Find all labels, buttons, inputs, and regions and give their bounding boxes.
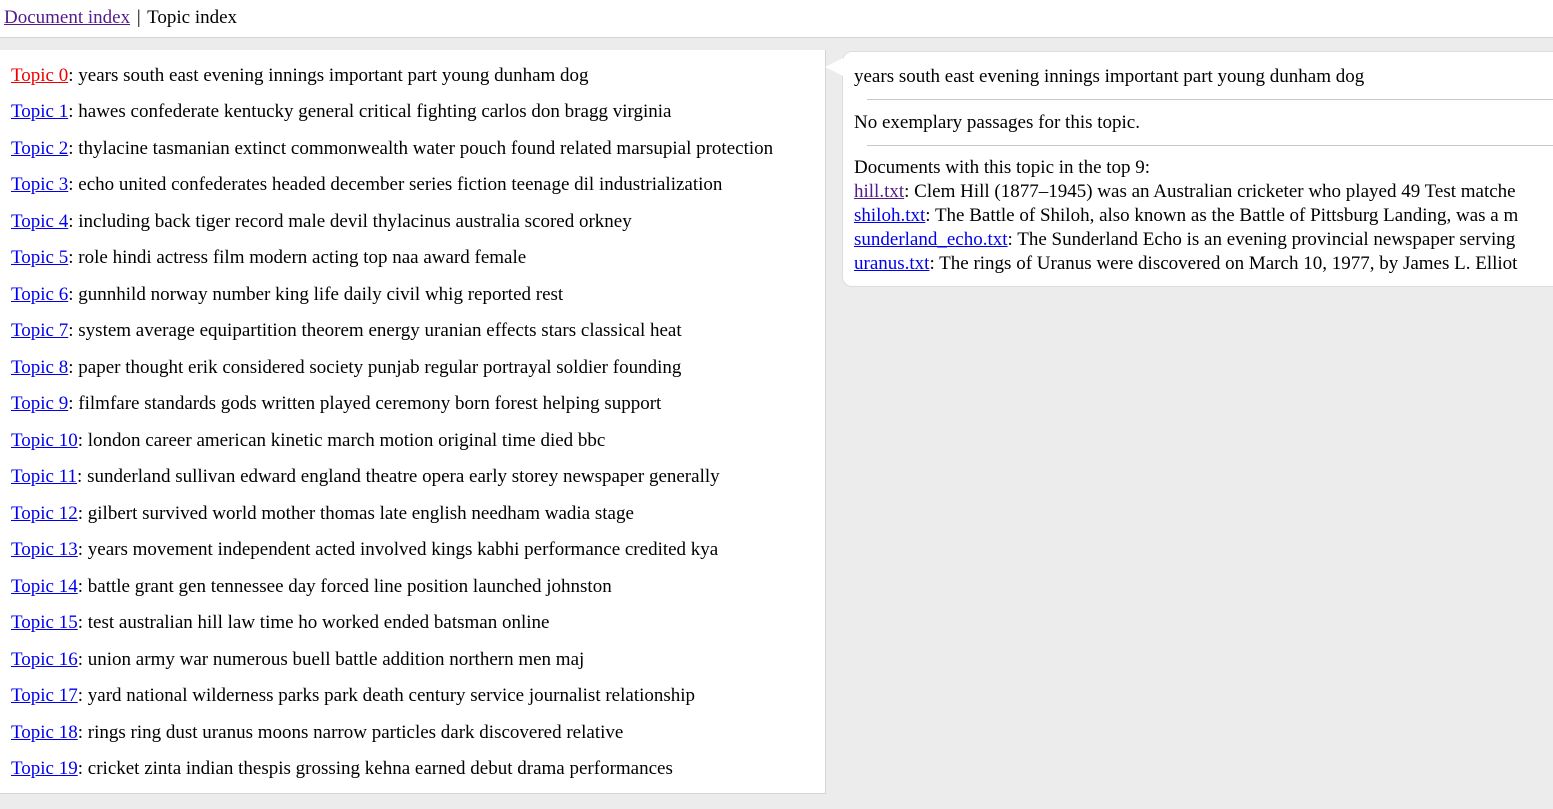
- topic-link[interactable]: Topic 3: [11, 174, 69, 195]
- topic-words: : battle grant gen tennessee day forced line position launched johnston: [77, 576, 612, 597]
- topic-row: [11, 284, 563, 306]
- document-link[interactable]: hill.txt: [854, 181, 905, 202]
- topic-link[interactable]: Topic 5: [11, 247, 69, 268]
- topic-row: [11, 393, 661, 415]
- passages-note: No exemplary passages for this topic.: [854, 112, 1140, 133]
- topic-link[interactable]: Topic 6: [11, 284, 69, 305]
- topic-words: : role hindi actress film modern acting top naa award female: [68, 247, 527, 268]
- topic-link[interactable]: Topic 19: [11, 758, 78, 779]
- divider: [867, 99, 1553, 100]
- topic-words: : london career american kinetic march motion original time died bbc: [77, 430, 606, 451]
- topic-words: : rings ring dust uranus moons narrow particles dark discovered relative: [77, 722, 624, 743]
- document-snippet: : The Sunderland Echo is an evening provincial newspaper serving: [1007, 229, 1516, 250]
- divider: [867, 145, 1553, 146]
- detail-topic-words: years south east evening innings important part young dunham dog: [854, 66, 1365, 87]
- topic-link[interactable]: Topic 9: [11, 393, 69, 414]
- topic-row: [11, 649, 584, 671]
- topic-row: [11, 539, 718, 561]
- topic-words: : filmfare standards gods written played ceremony born forest helping support: [68, 393, 662, 414]
- document-item: [854, 205, 1518, 227]
- document-link[interactable]: sunderland_echo.txt: [854, 229, 1008, 250]
- topic-row: [11, 503, 634, 525]
- document-item: [854, 253, 1517, 275]
- topic-words: : including back tiger record male devil thylacinus australia scored orkney: [68, 211, 632, 232]
- nav-separator: |: [136, 7, 141, 28]
- topic-words: : cricket zinta indian thespis grossing kehna earned debut drama performances: [77, 758, 673, 779]
- topic-link[interactable]: Topic 14: [11, 576, 78, 597]
- topic-list-panel: [0, 50, 826, 794]
- top-navigation-bar: [0, 0, 1553, 38]
- documents-heading: Documents with this topic in the top 9:: [854, 157, 1151, 178]
- topic-words: : test australian hill law time ho worked ended batsman online: [77, 612, 550, 633]
- topic-index-label: Topic index: [147, 7, 238, 28]
- topic-row: [11, 466, 720, 488]
- document-item: [854, 181, 1516, 203]
- topic-row: [11, 211, 632, 233]
- topic-row: [11, 174, 722, 196]
- topic-row: [11, 576, 612, 598]
- document-snippet: : The Battle of Shiloh, also known as the Battle of Pittsburg Landing, was a m: [925, 205, 1519, 226]
- topic-row: [11, 320, 682, 342]
- topic-link[interactable]: Topic 8: [11, 357, 69, 378]
- topic-link[interactable]: Topic 1: [11, 101, 69, 122]
- topic-link[interactable]: Topic 11: [11, 466, 78, 487]
- topic-link[interactable]: Topic 4: [11, 211, 69, 232]
- document-item: [854, 229, 1515, 251]
- topic-words: : thylacine tasmanian extinct commonwealth water pouch found related marsupial protection: [68, 138, 774, 159]
- topic-link[interactable]: Topic 10: [11, 430, 78, 451]
- topic-row: [11, 101, 671, 123]
- topic-words: : yard national wilderness parks park death century service journalist relationship: [77, 685, 696, 706]
- topic-words: : gunnhild norway number king life daily civil whig reported rest: [68, 284, 564, 305]
- topic-row: [11, 612, 549, 634]
- topic-link[interactable]: Topic 0: [11, 65, 69, 86]
- topic-row: [11, 357, 681, 379]
- detail-pointer-arrow: [825, 58, 843, 76]
- topic-words: : echo united confederates headed december series fiction teenage dil industrialization: [68, 174, 723, 195]
- topic-words: : paper thought erik considered society punjab regular portrayal soldier founding: [68, 357, 682, 378]
- topic-words: : years south east evening innings important part young dunham dog: [68, 65, 589, 86]
- topic-detail-panel: [842, 51, 1553, 287]
- topic-row: [11, 758, 673, 780]
- document-snippet: : Clem Hill (1877–1945) was an Australian cricketer who played 49 Test matche: [904, 181, 1516, 202]
- topic-row: [11, 65, 589, 87]
- topic-words: : union army war numerous buell battle addition northern men maj: [77, 649, 585, 670]
- document-link[interactable]: uranus.txt: [854, 253, 930, 274]
- topic-words: : sunderland sullivan edward england theatre opera early storey newspaper generally: [77, 466, 720, 487]
- topic-link[interactable]: Topic 15: [11, 612, 78, 633]
- topic-link[interactable]: Topic 2: [11, 138, 69, 159]
- document-index-link[interactable]: Document index: [4, 7, 131, 28]
- topic-words: : hawes confederate kentucky general critical fighting carlos don bragg virginia: [68, 101, 672, 122]
- topic-link[interactable]: Topic 12: [11, 503, 78, 524]
- document-snippet: : The rings of Uranus were discovered on March 10, 1977, by James L. Elliot: [929, 253, 1518, 274]
- topic-link[interactable]: Topic 17: [11, 685, 78, 706]
- topic-row: [11, 247, 526, 269]
- topic-link[interactable]: Topic 7: [11, 320, 69, 341]
- topic-row: [11, 685, 695, 707]
- topic-words: : system average equipartition theorem energy uranian effects stars classical heat: [68, 320, 682, 341]
- topic-link[interactable]: Topic 18: [11, 722, 78, 743]
- topic-row: [11, 138, 773, 160]
- topic-words: : gilbert survived world mother thomas late english needham wadia stage: [77, 503, 634, 524]
- topic-row: [11, 722, 623, 744]
- topic-row: [11, 430, 605, 452]
- topic-link[interactable]: Topic 13: [11, 539, 78, 560]
- topic-words: : years movement independent acted involved kings kabhi performance credited kya: [77, 539, 719, 560]
- document-link[interactable]: shiloh.txt: [854, 205, 926, 226]
- topic-link[interactable]: Topic 16: [11, 649, 78, 670]
